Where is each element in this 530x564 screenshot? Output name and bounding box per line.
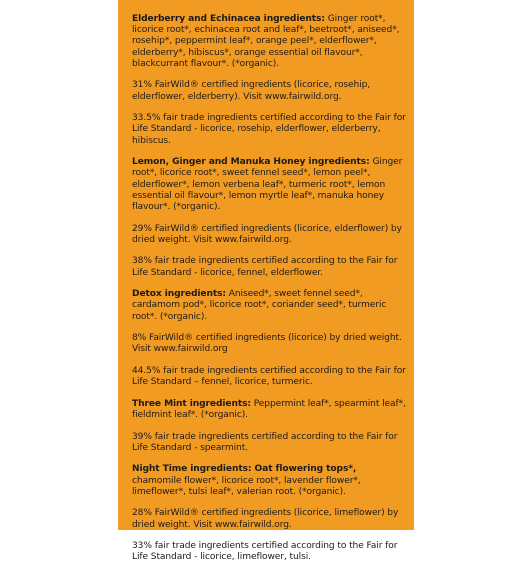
ingredients-heading-elderberry-echinacea: Elderberry and Echinacea ingredients: (132, 14, 325, 24)
ingredients-list-lemon-ginger-manuka: Ginger root*, licorice root*, sweet fennel seed*, lemon peel*, elderflower*, lemon verbena leaf*, turmeric root*, lemon essential oil flavour*, lemon myrtle leaf*, manuka honey flavour*. (*organic). (132, 157, 403, 213)
fairwild-statement-lemon-ginger-manuka: 29% FairWild® certified ingredients (licorice, elderflower) by dried weight. Visit www.fairwild.org. (132, 223, 402, 245)
ingredients-label-panel (118, 0, 414, 563)
ingredients-list-detox: Aniseed*, sweet fennel seed*, cardamom pod*, licorice root*, coriander seed*, turmeric root*. (*organic). (132, 289, 387, 322)
ingredients-heading-detox: Detox ingredients: (132, 289, 226, 300)
fairwild-statement-elderberry-echinacea: 31% FairWild® certified ingredients (licorice, rosehip, elderflower, elderberry). Visit www.fairwild.org. (132, 80, 371, 102)
fairtrade-statement-lemon-ginger-manuka: 38% fair trade ingredients certified according to the Fair for Life Standard - licorice, fennel, elderflower. (132, 256, 398, 278)
fairtrade-statement-night-time: 33% fair trade ingredients certified according to the Fair for Life Standard - licorice, limeflower, tulsi. (132, 541, 398, 563)
ingredients-list-elderberry-echinacea: Ginger root*, licorice root*, echinacea root and leaf*, beetroot*, aniseed*, rosehip*, peppermint leaf*, orange peel*, elderflower*, elderberry*, hibiscus*, orange essential oil flavour*, blackcurrant flavour*. (*organic). (132, 14, 400, 69)
ingredients-paragraph-elderberry-echinacea (132, 14, 408, 70)
ingredients-heading-night-time: Night Time ingredients: Oat flowering tops*, (132, 464, 357, 475)
ingredients-list-night-time: chamomile flower*, licorice root*, lavender flower*, limeflower*, tulsi leaf*, valerian root. (*organic). (132, 475, 361, 497)
ingredients-paragraph-night-time (132, 464, 408, 498)
fairtrade-statement-elderberry-echinacea: 33.5% fair trade ingredients certified according to the Fair for Life Standard - licorice, rosehip, elderflower, elderberry, hibiscus. (132, 113, 406, 146)
fairtrade-statement-detox: 44.5% fair trade ingredients certified according to the Fair for Life Standard – fennel, licorice, turmeric. (132, 366, 406, 388)
ingredients-paragraph-three-mint (132, 399, 408, 421)
ingredients-paragraph-lemon-ginger-manuka (132, 157, 408, 213)
fairwild-statement-detox: 8% FairWild® certified ingredients (licorice) by dried weight. Visit www.fairwild.org (132, 333, 402, 355)
ingredients-paragraph-detox (132, 289, 408, 323)
ingredients-heading-three-mint: Three Mint ingredients: (132, 398, 251, 409)
ingredients-list-three-mint: Peppermint leaf*, spearmint leaf*, fieldmint leaf*. (*organic). (132, 398, 406, 420)
fairtrade-statement-three-mint: 39% fair trade ingredients certified according to the Fair for Life Standard - spearmint. (132, 431, 398, 453)
fairwild-statement-night-time: 28% FairWild® certified ingredients (licorice, limeflower) by dried weight. Visit www.fairwild.org. (132, 508, 399, 530)
ingredients-heading-lemon-ginger-manuka: Lemon, Ginger and Manuka Honey ingredients: (132, 157, 370, 168)
